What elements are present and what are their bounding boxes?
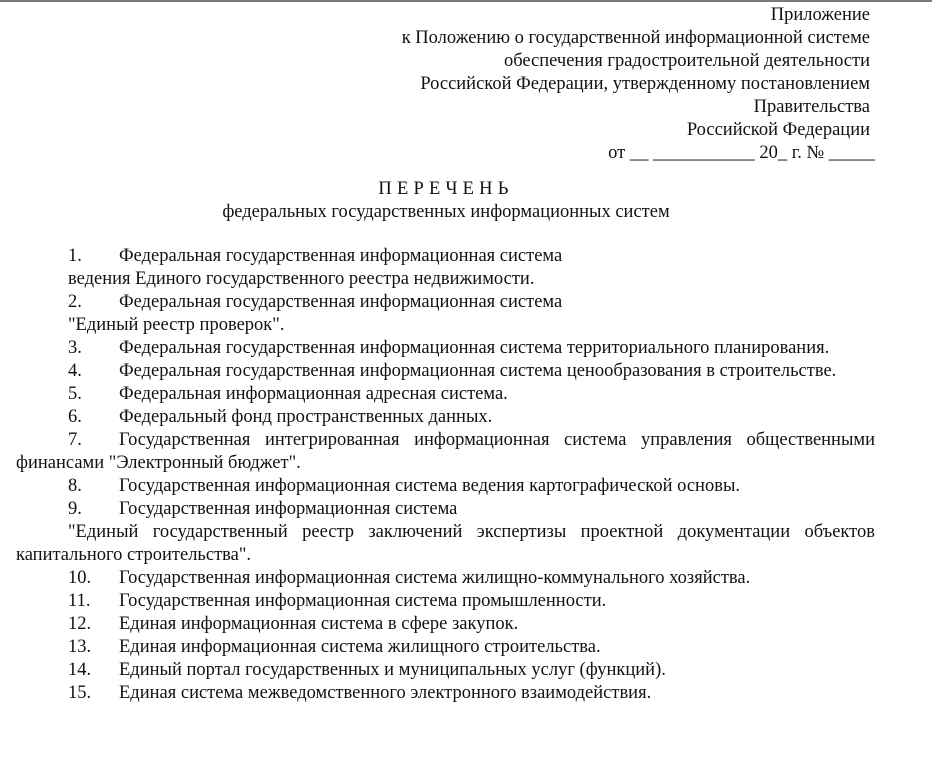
approval-line-3: обеспечения градостроительной деятельности	[503, 51, 870, 71]
item-text: Единая информационная система в сфере закупок.	[119, 614, 519, 634]
item-number: 4.	[68, 361, 82, 381]
item-text: Единая система межведомственного электронного взаимодействия.	[119, 683, 652, 703]
item-number: 14.	[68, 660, 92, 680]
list-item	[16, 636, 875, 659]
approval-line-6: Российской Федерации	[686, 120, 870, 140]
top-border	[0, 0, 932, 2]
list-item	[16, 682, 875, 705]
item-text: Единый портал государственных и муниципальных услуг (функций).	[119, 660, 666, 680]
item-number: 11.	[68, 591, 91, 611]
item-text: Федеральная государственная информационная система	[119, 292, 563, 312]
list-item	[16, 406, 875, 429]
approval-line-2: к Положению о государственной информационной системе	[401, 28, 870, 48]
list-title: ПЕРЕЧЕНЬ	[378, 179, 514, 199]
item-text: Федеральная государственная информационная система	[119, 246, 563, 266]
approval-line-1: Приложение	[770, 5, 870, 25]
item-number: 10.	[68, 568, 92, 588]
item-text-continuation: "Единый реестр проверок".	[68, 315, 285, 335]
item-text: Единая информационная система жилищного строительства.	[119, 637, 601, 657]
item-number: 5.	[68, 384, 82, 404]
list-item	[16, 337, 875, 360]
approval-line-5: Правительства	[753, 97, 870, 117]
list-item	[16, 429, 875, 475]
item-text: Государственная информационная система промышленности.	[119, 591, 607, 611]
approval-line-4: Российской Федерации, утвержденному постановлением	[420, 74, 870, 94]
item-number: 9.	[68, 499, 82, 519]
item-number: 6.	[68, 407, 82, 427]
item-number: 7.	[68, 430, 82, 450]
list-item	[16, 590, 875, 613]
item-number: 2.	[68, 292, 82, 312]
list-item	[16, 567, 875, 590]
item-text-continuation: ведения Единого государственного реестра недвижимости.	[68, 269, 535, 289]
item-text: Федеральная информационная адресная система.	[119, 384, 508, 404]
item-number: 3.	[68, 338, 82, 358]
item-text: Федеральный фонд пространственных данных.	[119, 407, 493, 427]
list-item	[16, 498, 875, 567]
item-number: 13.	[68, 637, 92, 657]
item-text: Государственная информационная система жилищно-коммунального хозяйства.	[119, 568, 751, 588]
item-text-continuation: "Единый государственный реестр заключений экспертизы проектной документации объектов капитального строительства".	[16, 522, 875, 565]
item-text: Государственная интегрированная информационная система управления общественными финансами "Электронный бюджет".	[16, 430, 875, 473]
list-item	[16, 383, 875, 406]
list-item	[16, 245, 875, 291]
item-number: 12.	[68, 614, 92, 634]
list-item	[16, 360, 875, 383]
approval-date-line: от __ ___________ 20_ г. № _____	[608, 143, 875, 163]
list-item	[16, 475, 875, 498]
list-item	[16, 659, 875, 682]
list-item	[16, 613, 875, 636]
item-text: Федеральная государственная информационная система ценообразования в строительстве.	[119, 361, 837, 381]
approval-block	[300, 4, 875, 165]
item-number: 1.	[68, 246, 82, 266]
list-subtitle: федеральных государственных информационных систем	[222, 202, 670, 222]
item-number: 15.	[68, 683, 92, 703]
item-text: Федеральная государственная информационная система территориального планирования.	[119, 338, 830, 358]
systems-list	[16, 245, 875, 705]
item-text: Государственная информационная система ведения картографической основы.	[119, 476, 740, 496]
item-number: 8.	[68, 476, 82, 496]
list-item	[16, 291, 875, 337]
item-text: Государственная информационная система	[119, 499, 458, 519]
